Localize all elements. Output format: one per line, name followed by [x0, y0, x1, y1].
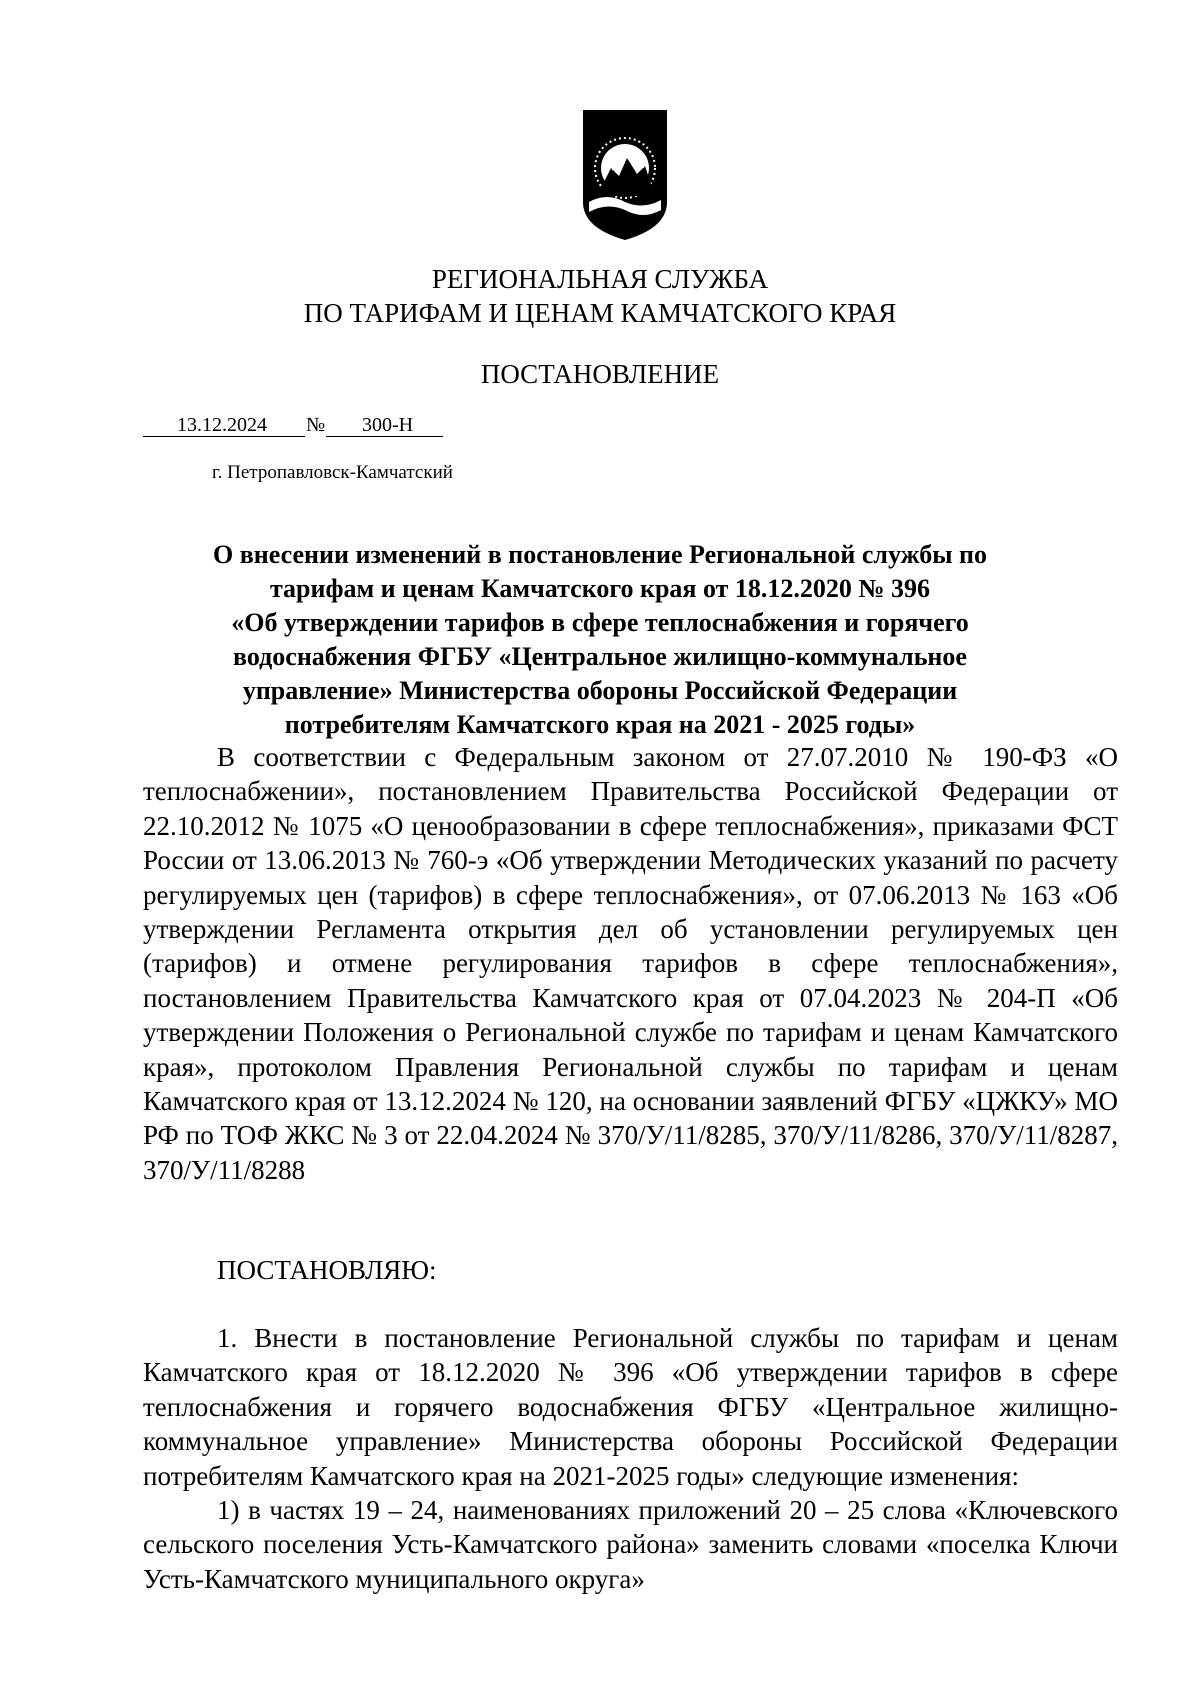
date-underline — [143, 436, 305, 437]
document-type: ПОСТАНОВЛЕНИЕ — [480, 359, 720, 389]
emblem-top-bar — [583, 110, 667, 117]
item-1-1-paragraph: 1) в частях 19 – 24, наименованиях приложений 20 – 25 слова «Ключевского сельского поселения Усть-Камчатского района» заменить словами «поселка Ключи Усть-Камчатского муниципального округа» — [143, 1495, 1118, 1594]
title-line: О внесении изменений в постановление Региональной службы по — [213, 540, 987, 569]
resolve-heading: ПОСТАНОВЛЯЮ: — [217, 1255, 437, 1285]
title-line: потребителям Камчатского края на 2021 - 2025 годы» — [284, 710, 916, 739]
kamchatka-coat-of-arms — [575, 110, 675, 240]
title-line: «Об утверждении тарифов в сфере теплоснабжения и горячего — [231, 608, 969, 637]
agency-name — [0, 262, 1200, 330]
document-number: 300-Н — [362, 414, 414, 436]
document-date: 13.12.2024 — [177, 414, 267, 436]
agency-name-line1: РЕГИОНАЛЬНАЯ СЛУЖБА — [431, 264, 769, 294]
title-line: водоснабжения ФГБУ «Центральное жилищно-коммунальное — [233, 642, 967, 671]
number-underline — [326, 436, 443, 437]
title-line: управление» Министерства обороны Российской Федерации — [242, 676, 958, 705]
title-line: тарифам и ценам Камчатского края от 18.12.2020 № 396 — [269, 574, 931, 603]
preamble-paragraph: В соответствии с Федеральным законом от 27.07.2010 № 190-ФЗ «О теплоснабжении», постановлением Правительства Российской Федерации от 22.10.2012 № 1075 «О ценообразовании в сфере теплоснабжения», приказами ФСТ России от 13.06.2013 № 760-э «Об утверждении Методических указаний по расчету регулируемых цен (тарифов) в сфере теплоснабжения», от 07.06.2013 № 163 «Об утверждении Регламента открытия дел об установлении регулируемых цен (тарифов) и отмене регулирования тарифов в сфере теплоснабжения», постановлением Правительства Камчатского края от 07.04.2023 № 204-П «Об утверждении Положения о Региональной службе по тарифам и ценам Камчатского края», протоколом Правления Региональной службы по тарифам и ценам Камчатского края от 13.12.2024 № 120, на основании заявлений ФГБУ «ЦЖКУ» МО РФ по ТОФ ЖКС № 3 от 22.04.2024 № 370/У/11/8285, 370/У/11/8286, 370/У/11/8287, 370/У/11/8288 — [143, 742, 1118, 1185]
item-1-paragraph: 1. Внести в постановление Региональной службы по тарифам и ценам Камчатского края от 18.12.2020 № 396 «Об утверждении тарифов в сфере теплоснабжения и горячего водоснабжения ФГБУ «Центральное жилищно-коммунальное управление» Министерства обороны Российской Федерации потребителям Камчатского края на 2021-2025 годы» следующие изменения: — [143, 1323, 1118, 1491]
document-title — [150, 538, 1050, 742]
number-sign: № — [306, 414, 326, 436]
agency-name-line2: ПО ТАРИФАМ И ЦЕНАМ КАМЧАТСКОГО КРАЯ — [303, 298, 897, 328]
document-city: г. Петропавловск-Камчатский — [212, 462, 453, 483]
